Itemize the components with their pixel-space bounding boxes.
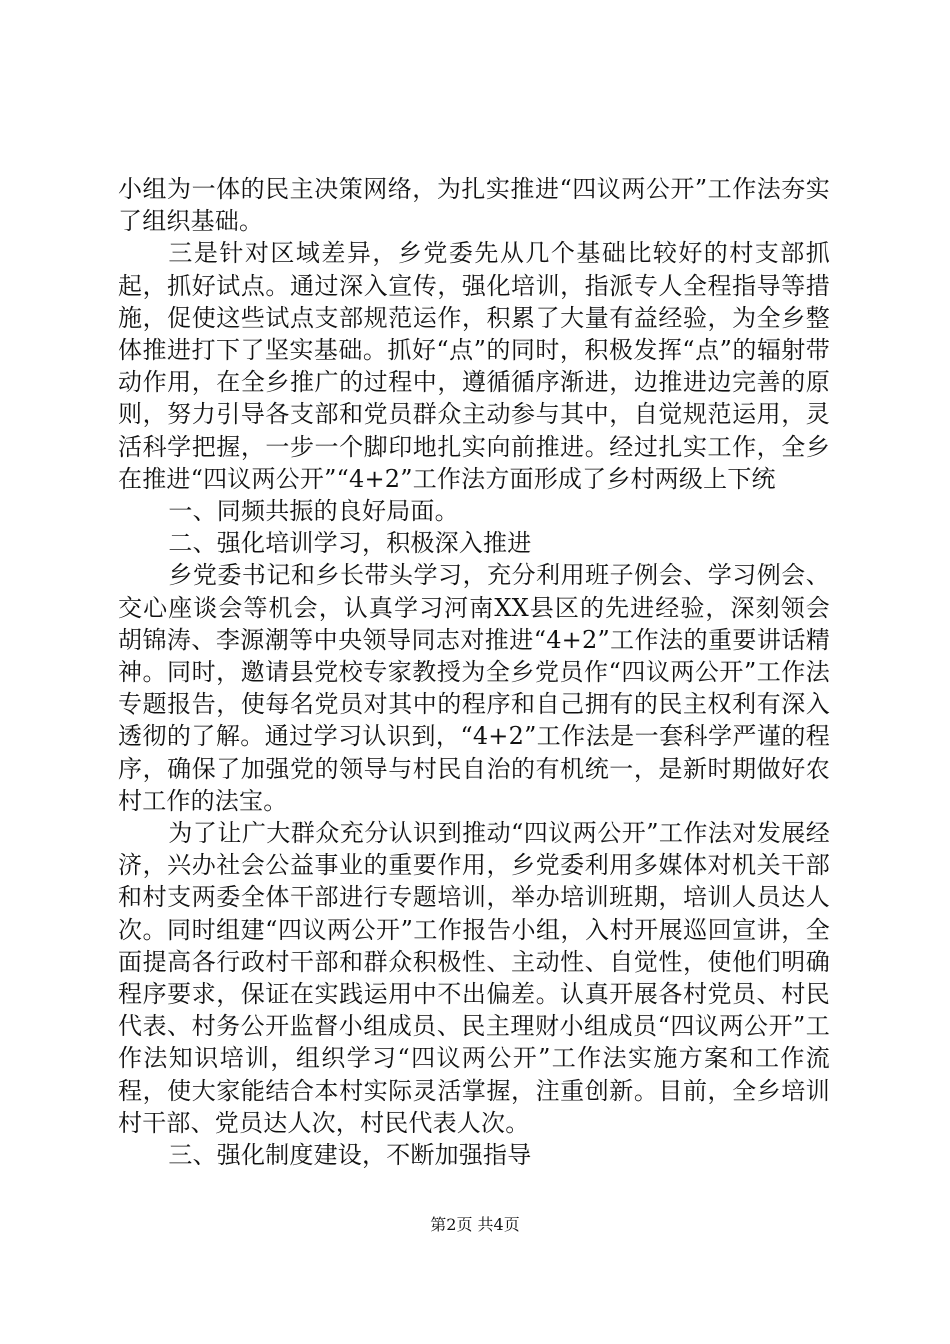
section-heading-1: 一、同频共振的良好局面。 — [168, 497, 459, 526]
section-heading-3: 三、强化制度建设，不断加强指导 — [168, 1141, 532, 1170]
paragraph-1: 小组为一体的民主决策网络，为扎实推进“四议两公开”工作法夯实了组织基础。 — [118, 175, 830, 236]
page-footer: 第2页 共4页 — [430, 1215, 520, 1234]
document-body — [118, 173, 830, 1171]
paragraph-3: 乡党委书记和乡长带头学习，充分利用班子例会、学习例会、交心座谈会等机会，认真学习河南XX县区的先进经验，深刻领会胡锦涛、李源潮等中央领导同志对推进“4+2”工作法的重要讲话精神。同时，邀请县党校专家教授为全乡党员作“四议两公开”工作法专题报告，使每名党员对其中的程序和自己拥有的民主权利有深入透彻的了解。通过学习认识到，“4+2”工作法是一套科学严谨的程序，确保了加强党的领导与村民自治的有机统一，是新时期做好农村工作的法宝。 — [118, 561, 830, 815]
paragraph-4: 为了让广大群众充分认识到推动“四议两公开”工作法对发展经济，兴办社会公益事业的重要作用，乡党委利用多媒体对机关干部和村支两委全体干部进行专题培训，举办培训班期，培训人员达人次。同时组建“四议两公开”工作报告小组，入村开展巡回宣讲，全面提高各行政村干部和群众积极性、主动性、自觉性，使他们明确程序要求，保证在实践运用中不出偏差。认真开展各村党员、村民代表、村务公开监督小组成员、民主理财小组成员“四议两公开”工作法知识培训，组织学习“四议两公开”工作法实施方案和工作流程，使大家能结合本村实际灵活掌握，注重创新。目前，全乡培训村干部、党员达人次，村民代表人次。 — [118, 819, 830, 1137]
section-heading-2: 二、强化培训学习，积极深入推进 — [168, 529, 532, 558]
paragraph-2: 三是针对区域差异，乡党委先从几个基础比较好的村支部抓起，抓好试点。通过深入宣传，强化培训，指派专人全程指导等措施，促使这些试点支部规范运作，积累了大量有益经验，为全乡整体推进打下了坚实基础。抓好“点”的同时，积极发挥“点”的辐射带动作用，在全乡推广的过程中，遵循循序渐进，边推进边完善的原则，努力引导各支部和党员群众主动参与其中，自觉规范运用，灵活科学把握，一步一个脚印地扎实向前推进。经过扎实工作，全乡在推进“四议两公开”“4+2”工作法方面形成了乡村两级上下统 — [118, 239, 830, 493]
